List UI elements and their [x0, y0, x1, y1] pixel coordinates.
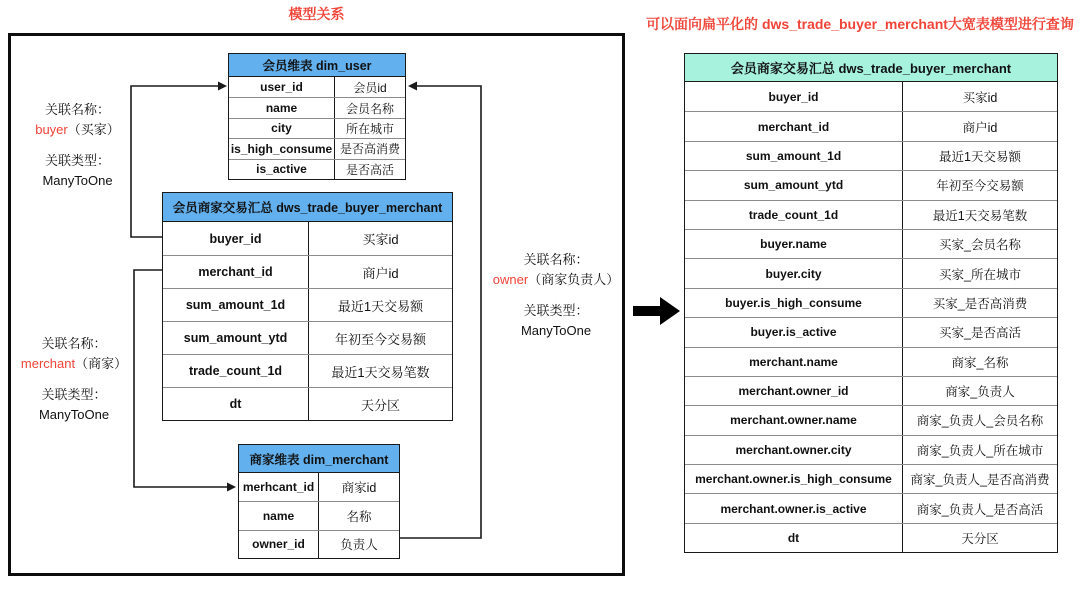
field-desc-cell: 天分区	[961, 532, 999, 547]
field-desc-cell: 年初至今交易额	[334, 331, 426, 347]
field-desc-cell: 名称	[346, 510, 372, 525]
field-name-cell: buyer.is_high_consume	[685, 289, 903, 317]
field-name-cell: merhcant_id	[239, 473, 319, 501]
field-name-cell: merchant.owner.city	[685, 436, 903, 464]
annotation-buyer-relation	[15, 100, 140, 191]
field-name-cell: buyer.is_active	[685, 318, 903, 346]
table-row	[685, 376, 1057, 405]
field-name-cell: user_id	[229, 77, 335, 97]
relation-name-value: merchant（商家）	[20, 356, 128, 371]
table-row	[163, 255, 452, 288]
table-row	[229, 118, 405, 138]
field-name-cell: sum_amount_ytd	[163, 322, 309, 354]
field-desc-cell: 年初至今交易额	[936, 179, 1024, 194]
dim-merchant-table	[238, 444, 400, 559]
field-desc-cell: 会员名称	[345, 101, 394, 116]
dim-user-table-rows	[229, 77, 405, 179]
dws-trade-table	[162, 192, 453, 421]
spacer	[15, 140, 140, 151]
spacer	[10, 374, 138, 385]
relation-name-label: 关联名称：	[523, 252, 589, 267]
annotation-owner-relation	[488, 250, 624, 341]
relation-name-value: owner（商家负责人）	[492, 272, 620, 287]
field-desc-cell: 商户id	[362, 265, 399, 281]
wide-flattened-table-rows	[685, 82, 1057, 552]
field-name-cell: trade_count_1d	[685, 201, 903, 229]
dws-trade-table-rows	[163, 222, 452, 420]
field-name-cell: buyer_id	[163, 222, 309, 255]
field-desc-cell: 买家_所在城市	[939, 267, 1021, 282]
table-row	[685, 288, 1057, 317]
right-diagram-title: 可以面向扁平化的 dws_trade_buyer_merchant大宽表模型进行查询	[646, 16, 1074, 32]
table-row	[163, 222, 452, 255]
annotation-merchant-relation	[10, 334, 138, 425]
field-name-cell: dt	[685, 524, 903, 552]
relation-type-value: ManyToOne	[38, 407, 110, 422]
field-desc-cell: 商家id	[341, 481, 377, 496]
field-name-cell: dt	[163, 388, 309, 420]
field-desc-cell: 最近1天交易笔数	[932, 208, 1028, 223]
field-desc-cell: 商家_负责人_是否高活	[916, 502, 1044, 517]
field-name-cell: merchant_id	[685, 112, 903, 140]
relation-type-label: 关联类型：	[41, 387, 107, 402]
field-desc-cell: 买家_是否高活	[939, 326, 1021, 341]
field-name-cell: sum_amount_ytd	[685, 171, 903, 199]
table-row	[685, 170, 1057, 199]
field-name-cell: is_high_consume	[229, 139, 335, 158]
table-row	[163, 288, 452, 321]
field-desc-cell: 最近1天交易额	[337, 298, 424, 314]
field-name-cell: is_active	[229, 160, 335, 179]
field-name-cell: sum_amount_1d	[163, 289, 309, 321]
dim-user-table-header: 会员维表 dim_user	[229, 54, 405, 77]
field-desc-cell: 是否高活	[345, 162, 394, 177]
relation-name-label: 关联名称：	[41, 336, 107, 351]
field-name-cell: merchant.owner.name	[685, 406, 903, 434]
field-name-cell: sum_amount_1d	[685, 142, 903, 170]
table-row	[229, 138, 405, 158]
relation-type-value: ManyToOne	[520, 323, 592, 338]
field-desc-cell: 会员id	[353, 80, 387, 95]
relation-type-value: ManyToOne	[42, 173, 113, 188]
relation-name-value: buyer（买家）	[35, 122, 120, 137]
relation-type-label: 关联类型：	[523, 303, 589, 318]
table-row	[685, 82, 1057, 111]
field-name-cell: merchant.owner.is_active	[685, 494, 903, 522]
table-row	[163, 321, 452, 354]
wide-flattened-table	[684, 53, 1058, 553]
field-desc-cell: 最近1天交易额	[939, 149, 1021, 164]
field-name-cell: buyer.city	[685, 259, 903, 287]
field-desc-cell: 买家id	[362, 232, 399, 247]
table-row	[685, 229, 1057, 258]
table-row	[239, 473, 399, 501]
table-row	[685, 464, 1057, 493]
field-desc-cell: 负责人	[340, 538, 378, 553]
relation-type-label: 关联类型：	[44, 153, 110, 168]
table-row	[685, 317, 1057, 346]
dim-merchant-table-rows	[239, 473, 399, 558]
table-row	[685, 493, 1057, 522]
field-desc-cell: 买家id	[962, 90, 998, 105]
field-desc-cell: 天分区	[360, 397, 400, 413]
field-name-cell: merchant.owner_id	[685, 377, 903, 405]
dws-trade-table-header: 会员商家交易汇总 dws_trade_buyer_merchant	[163, 193, 452, 222]
field-desc-cell: 商家_负责人_会员名称	[916, 414, 1044, 429]
table-row	[685, 435, 1057, 464]
table-row	[685, 200, 1057, 229]
field-desc-cell: 所在城市	[345, 121, 394, 136]
field-name-cell: buyer_id	[685, 82, 903, 111]
table-row	[239, 530, 399, 558]
field-desc-cell: 商家_负责人_是否高消费	[910, 473, 1050, 488]
field-desc-cell: 最近1天交易笔数	[331, 364, 430, 380]
table-row	[163, 354, 452, 387]
spacer	[488, 290, 624, 301]
relation-name-label: 关联名称：	[44, 102, 110, 117]
field-desc-cell: 是否高消费	[339, 142, 400, 157]
field-desc-cell: 买家_会员名称	[939, 238, 1021, 253]
table-row	[685, 347, 1057, 376]
field-name-cell: owner_id	[239, 531, 319, 558]
field-name-cell: name	[239, 502, 319, 529]
field-desc-cell: 商家_负责人_所在城市	[916, 443, 1044, 458]
table-row	[685, 523, 1057, 552]
table-row	[229, 159, 405, 179]
flatten-arrow-icon	[633, 297, 680, 325]
left-diagram-title: 模型关系	[288, 6, 345, 22]
field-name-cell: merchant.name	[685, 348, 903, 376]
table-row	[229, 77, 405, 97]
field-name-cell: buyer.name	[685, 230, 903, 258]
table-row	[229, 97, 405, 117]
field-desc-cell: 商家_名称	[951, 355, 1009, 370]
table-row	[685, 111, 1057, 140]
table-row	[685, 258, 1057, 287]
table-row	[163, 387, 452, 420]
field-desc-cell: 商家_负责人	[945, 385, 1015, 400]
dim-user-table	[228, 53, 406, 180]
field-name-cell: merchant_id	[163, 256, 309, 288]
field-name-cell: trade_count_1d	[163, 355, 309, 387]
wide-flattened-table-header: 会员商家交易汇总 dws_trade_buyer_merchant	[685, 54, 1057, 82]
table-row	[685, 141, 1057, 170]
field-name-cell: name	[229, 98, 335, 117]
field-desc-cell: 买家_是否高消费	[932, 296, 1028, 311]
dim-merchant-table-header: 商家维表 dim_merchant	[239, 445, 399, 473]
field-name-cell: city	[229, 119, 335, 138]
table-row	[685, 405, 1057, 434]
field-name-cell: merchant.owner.is_high_consume	[685, 465, 903, 493]
table-row	[239, 501, 399, 529]
field-desc-cell: 商户id	[962, 120, 998, 135]
